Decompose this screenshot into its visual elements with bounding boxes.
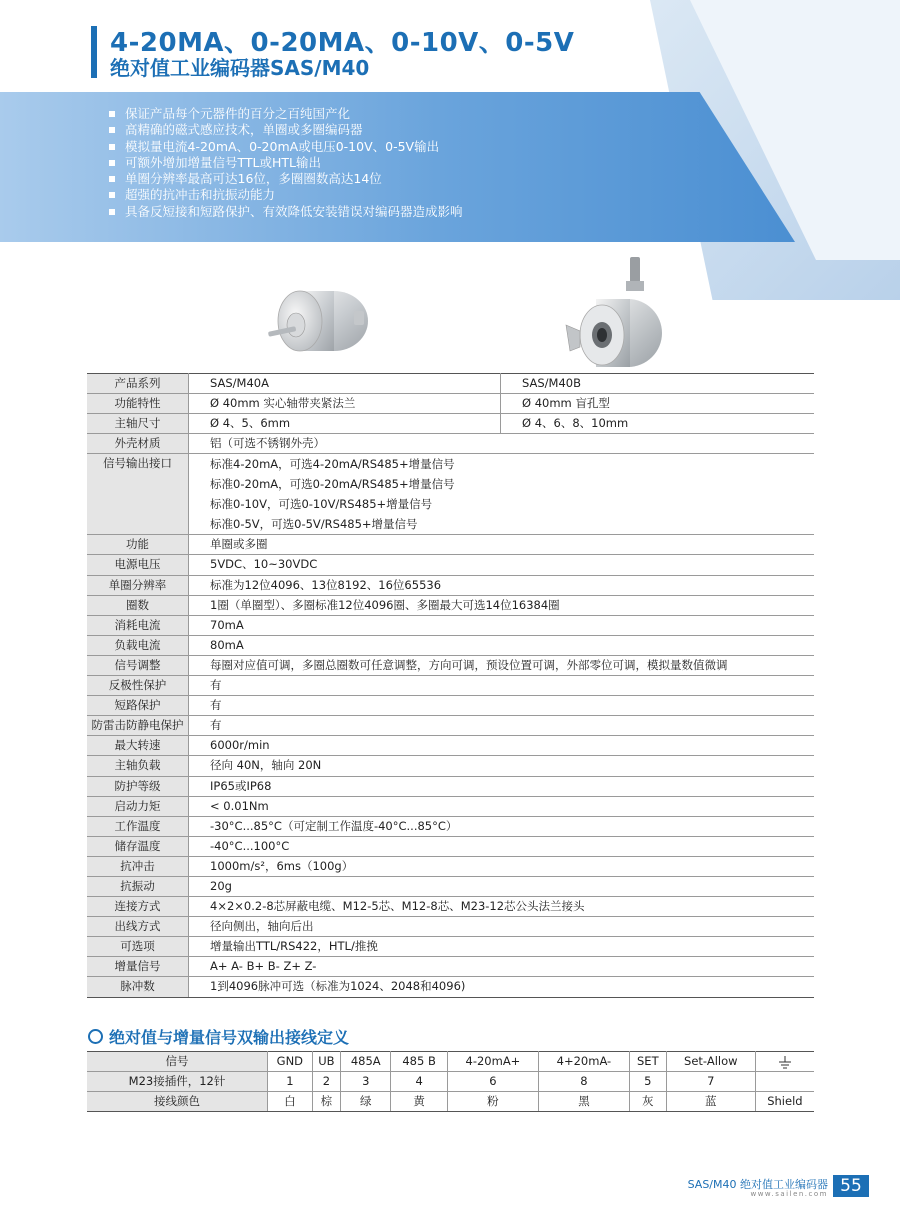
spec-value: 70mA xyxy=(189,615,815,635)
spec-label: 短路保护 xyxy=(87,696,189,716)
wiring-section-title xyxy=(88,1025,349,1048)
spec-value-outputs xyxy=(189,454,815,535)
spec-row xyxy=(87,977,814,997)
wiring-row-color xyxy=(87,1092,814,1112)
signal-cell: 4-20mA+ xyxy=(447,1052,538,1072)
spec-value: 有 xyxy=(189,716,815,736)
spec-label: 工作温度 xyxy=(87,816,189,836)
ground-icon xyxy=(778,1055,792,1069)
color-cell: 蓝 xyxy=(666,1092,755,1112)
spec-row xyxy=(87,796,814,816)
spec-label: 负载电流 xyxy=(87,635,189,655)
color-cell: 黄 xyxy=(391,1092,447,1112)
wiring-title-text: 绝对值与增量信号双输出接线定义 xyxy=(109,1028,350,1047)
wiring-label: 信号 xyxy=(87,1052,268,1072)
spec-row-shaft xyxy=(87,414,814,434)
color-cell: Shield xyxy=(755,1092,814,1112)
spec-label: 信号输出接口 xyxy=(87,454,189,535)
spec-label: 连接方式 xyxy=(87,897,189,917)
spec-row xyxy=(87,776,814,796)
spec-value-b: SAS/M40B xyxy=(501,374,815,394)
signal-cell: SET xyxy=(629,1052,666,1072)
spec-row xyxy=(87,856,814,876)
spec-label: 可选项 xyxy=(87,937,189,957)
wiring-row-m23 xyxy=(87,1072,814,1092)
signal-cell: 485 B xyxy=(391,1052,447,1072)
spec-value: 增量输出TTL/RS422，HTL/推挽 xyxy=(189,937,815,957)
spec-value: < 0.01Nm xyxy=(189,796,815,816)
title-accent-bar xyxy=(91,26,97,78)
m23-cell: 1 xyxy=(268,1072,313,1092)
spec-row-series xyxy=(87,374,814,394)
spec-label: 最大转速 xyxy=(87,736,189,756)
spec-row xyxy=(87,937,814,957)
color-cell: 黑 xyxy=(539,1092,630,1112)
spec-row-output xyxy=(87,454,814,535)
m23-cell: 2 xyxy=(312,1072,340,1092)
spec-label: 圈数 xyxy=(87,595,189,615)
feature-item: 超强的抗冲击和抗振动能力 xyxy=(108,187,463,203)
m23-cell: 6 xyxy=(447,1072,538,1092)
spec-value: 1圈（单圈型）、多圈标准12位4096圈、多圈最大可选14位16384圈 xyxy=(189,595,815,615)
spec-row-feature xyxy=(87,394,814,414)
spec-value: A+ A- B+ B- Z+ Z- xyxy=(189,957,815,977)
output-option: 标准0-10V，可选0-10V/RS485+增量信号 xyxy=(210,497,433,512)
spec-row xyxy=(87,676,814,696)
spec-value: 有 xyxy=(189,676,815,696)
spec-row xyxy=(87,595,814,615)
spec-value: 1000m/s²，6ms（100g） xyxy=(189,856,815,876)
spec-label: 主轴负载 xyxy=(87,756,189,776)
feature-item: 保证产品每个元器件的百分之百纯国产化 xyxy=(108,106,463,122)
spec-label: 抗振动 xyxy=(87,876,189,896)
m23-cell xyxy=(755,1072,814,1092)
spec-label: 脉冲数 xyxy=(87,977,189,997)
product-image-blind-hole xyxy=(562,255,672,375)
spec-value: 单圈或多圈 xyxy=(189,535,815,555)
spec-row xyxy=(87,897,814,917)
spec-row xyxy=(87,957,814,977)
spec-value: IP65或IP68 xyxy=(189,776,815,796)
spec-value: 标准为12位4096、13位8192、16位65536 xyxy=(189,575,815,595)
feature-item: 单圈分辨率最高可达16位，多圈圈数高达14位 xyxy=(108,171,463,187)
m23-cell: 8 xyxy=(539,1072,630,1092)
spec-row xyxy=(87,655,814,675)
spec-value: 有 xyxy=(189,696,815,716)
spec-row xyxy=(87,716,814,736)
spec-value: 5VDC、10~30VDC xyxy=(189,555,815,575)
m23-cell: 4 xyxy=(391,1072,447,1092)
spec-label: 反极性保护 xyxy=(87,676,189,696)
spec-value: 1到4096脉冲可选（标准为1024、2048和4096) xyxy=(189,977,815,997)
spec-value: 径向侧出，轴向后出 xyxy=(189,917,815,937)
spec-row xyxy=(87,615,814,635)
spec-row xyxy=(87,535,814,555)
spec-row xyxy=(87,555,814,575)
m23-cell: 5 xyxy=(629,1072,666,1092)
output-option: 标准0-20mA，可选0-20mA/RS485+增量信号 xyxy=(210,477,455,492)
signal-cell: UB xyxy=(312,1052,340,1072)
spec-label: 功能 xyxy=(87,535,189,555)
spec-label: 增量信号 xyxy=(87,957,189,977)
spec-value-b: Ø 4、6、8、10mm xyxy=(501,414,815,434)
spec-label: 功能特性 xyxy=(87,394,189,414)
color-cell: 绿 xyxy=(341,1092,391,1112)
feature-item: 具备反短接和短路保护、有效降低安装错误对编码器造成影响 xyxy=(108,204,463,220)
output-option: 标准4-20mA，可选4-20mA/RS485+增量信号 xyxy=(210,457,455,472)
spec-value-a: Ø 4、5、6mm xyxy=(189,414,501,434)
spec-label: 储存温度 xyxy=(87,836,189,856)
feature-item: 高精确的磁式感应技术，单圈或多圈编码器 xyxy=(108,122,463,138)
page-number: 55 xyxy=(833,1175,869,1197)
signal-cell: 4+20mA- xyxy=(539,1052,630,1072)
spec-label: 主轴尺寸 xyxy=(87,414,189,434)
spec-value: 80mA xyxy=(189,635,815,655)
spec-value: -40°C...100°C xyxy=(189,836,815,856)
spec-value: -30°C...85°C（可定制工作温度-40°C...85°C） xyxy=(189,816,815,836)
spec-label: 产品系列 xyxy=(87,374,189,394)
spec-row xyxy=(87,756,814,776)
product-image-solid-shaft xyxy=(262,285,380,365)
spec-table xyxy=(87,373,814,998)
circle-bullet-icon xyxy=(88,1029,103,1044)
wiring-label: M23接插件，12针 xyxy=(87,1072,268,1092)
spec-value: 径向 40N，轴向 20N xyxy=(189,756,815,776)
footer-title: SAS/M40 绝对值工业编码器 xyxy=(687,1178,828,1191)
signal-cell: GND xyxy=(268,1052,313,1072)
spec-value: 20g xyxy=(189,876,815,896)
spec-label: 抗冲击 xyxy=(87,856,189,876)
spec-value: 4×2×0.2-8芯屏蔽电缆、M12-5芯、M12-8芯、M23-12芯公头法兰接头 xyxy=(189,897,815,917)
spec-row xyxy=(87,736,814,756)
page-subtitle: 绝对值工业编码器SAS/M40 xyxy=(110,56,370,80)
spec-label: 防护等级 xyxy=(87,776,189,796)
m23-cell: 7 xyxy=(666,1072,755,1092)
spec-label: 信号调整 xyxy=(87,655,189,675)
spec-label: 外壳材质 xyxy=(87,434,189,454)
feature-list xyxy=(108,106,463,220)
spec-row xyxy=(87,836,814,856)
signal-cell: 485A xyxy=(341,1052,391,1072)
spec-value-a: SAS/M40A xyxy=(189,374,501,394)
feature-item: 模拟量电流4-20mA、0-20mA或电压0-10V、0-5V输出 xyxy=(108,139,463,155)
wiring-table xyxy=(87,1051,814,1112)
spec-value-b: Ø 40mm 盲孔型 xyxy=(501,394,815,414)
color-cell: 粉 xyxy=(447,1092,538,1112)
spec-row-material xyxy=(87,434,814,454)
color-cell: 白 xyxy=(268,1092,313,1112)
spec-label: 防雷击防静电保护 xyxy=(87,716,189,736)
spec-label: 电源电压 xyxy=(87,555,189,575)
spec-value: 每圈对应值可调，多圈总圈数可任意调整，方向可调，预设位置可调，外部零位可调，模拟量数值微调 xyxy=(189,655,815,675)
m23-cell: 3 xyxy=(341,1072,391,1092)
spec-label: 出线方式 xyxy=(87,917,189,937)
wiring-row-signal xyxy=(87,1052,814,1072)
spec-label: 单圈分辨率 xyxy=(87,575,189,595)
spec-row xyxy=(87,635,814,655)
ground-icon-cell xyxy=(755,1052,814,1072)
spec-value: 6000r/min xyxy=(189,736,815,756)
page-title: 4-20MA、0-20MA、0-10V、0-5V xyxy=(110,28,575,58)
wiring-label: 接线颜色 xyxy=(87,1092,268,1112)
footer-url: www.sailen.com xyxy=(750,1190,828,1198)
spec-value-a: Ø 40mm 实心轴带夹紧法兰 xyxy=(189,394,501,414)
color-cell: 灰 xyxy=(629,1092,666,1112)
spec-label: 启动力矩 xyxy=(87,796,189,816)
signal-cell: Set-Allow xyxy=(666,1052,755,1072)
spec-value: 铝（可选不锈钢外壳） xyxy=(189,434,815,454)
spec-label: 消耗电流 xyxy=(87,615,189,635)
spec-row xyxy=(87,816,814,836)
spec-row xyxy=(87,917,814,937)
output-option: 标准0-5V，可选0-5V/RS485+增量信号 xyxy=(210,517,418,532)
spec-rows xyxy=(87,535,814,997)
spec-row xyxy=(87,696,814,716)
color-cell: 棕 xyxy=(312,1092,340,1112)
spec-row xyxy=(87,876,814,896)
feature-item: 可额外增加增量信号TTL或HTL输出 xyxy=(108,155,463,171)
spec-row xyxy=(87,575,814,595)
